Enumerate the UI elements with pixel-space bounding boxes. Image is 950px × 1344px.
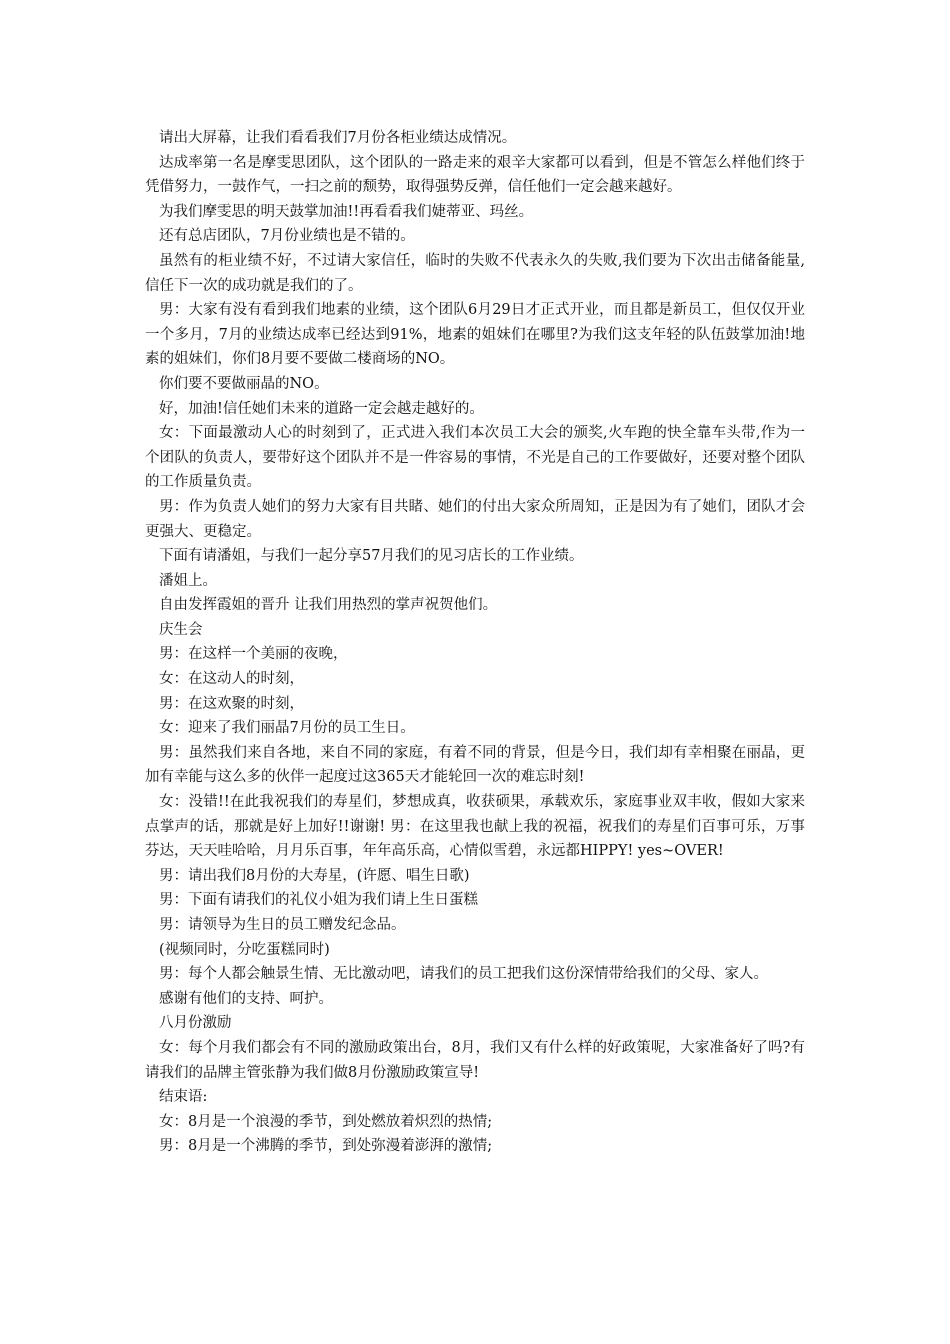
paragraph: 女：在这动人的时刻， bbox=[159, 671, 304, 688]
paragraph: 自由发挥霞姐的晋升 让我们用热烈的掌声祝贺他们。 bbox=[159, 597, 498, 614]
paragraph: 男：虽然我们来自各地，来自不同的家庭，有着不同的背景，但是今日，我们却有幸相聚在丽晶，更加有幸能与这么多的伙伴一起度过这365天才能轮回一次的难忘时刻! bbox=[145, 744, 805, 786]
paragraph: 女：迎来了我们丽晶7月份的员工生日。 bbox=[159, 720, 415, 737]
paragraph: 女：下面最激动人心的时刻到了，正式进入我们本次员工大会的颁奖,火车跑的快全靠车头带,作为一个团队的负责人，要带好这个团队并不是一件容易的事情，不光是自己的工作要做好，还要对整个团队的工作质量负责。 bbox=[145, 425, 805, 491]
paragraph: 女：没错!!在此我祝我们的寿星们，梦想成真，收获硕果，承载欢乐，家庭事业双丰收，假如大家来点掌声的话，那就是好上加好!!谢谢! 男：在这里我也献上我的祝福，祝我们的寿星们百事可乐，万事芬达，天天哇哈哈，月月乐百事，年年高乐高，心情似雪碧，永远都HIPPY! yes~OVER! bbox=[145, 794, 805, 860]
paragraph: 男：下面有请我们的礼仪小姐为我们请上生日蛋糕 bbox=[159, 892, 478, 909]
paragraph: 为我们摩雯思的明天鼓掌加油!!再看看我们婕蒂亚、玛丝。 bbox=[159, 203, 534, 220]
paragraph: (视频同时，分吃蛋糕同时) bbox=[159, 941, 330, 958]
paragraph: 男：每个人都会触景生情、无比激动吧，请我们的员工把我们这份深情带给我们的父母、家人。 bbox=[159, 966, 768, 983]
paragraph: 男：在这欢聚的时刻， bbox=[159, 695, 304, 712]
paragraph: 男：作为负责人她们的努力大家有目共睹、她们的付出大家众所周知，正是因为有了她们，团队才会更强大、更稳定。 bbox=[145, 498, 805, 540]
paragraph: 男：大家有没有看到我们地素的业绩，这个团队6月29日才正式开业，而且都是新员工，但仅仅开业一个多月，7月的业绩达成率已经达到91%，地素的姐妹们在哪里?为我们这支年轻的队伍鼓掌加油!地素的姐妹们，你们8月要不要做二楼商场的NO。 bbox=[145, 302, 805, 368]
paragraph: 好，加油!信任她们未来的道路一定会越走越好的。 bbox=[159, 400, 484, 417]
paragraph: 你们要不要做丽晶的NO。 bbox=[159, 375, 329, 392]
paragraph: 虽然有的柜业绩不好，不过请大家信任，临时的失败不代表永久的失败,我们要为下次出击储备能量,信任下一次的成功就是我们的了。 bbox=[145, 252, 805, 294]
section-heading: 庆生会 bbox=[159, 621, 203, 638]
section-heading: 结束语: bbox=[159, 1089, 208, 1106]
paragraph: 下面有请潘姐，与我们一起分享57月我们的见习店长的工作业绩。 bbox=[159, 548, 584, 565]
paragraph: 达成率第一名是摩雯思团队，这个团队的一路走来的艰辛大家都可以看到，但是不管怎么样他们终于凭借努力，一鼓作气，一扫之前的颓势，取得强势反弹，信任他们一定会越来越好。 bbox=[145, 154, 805, 196]
section-heading: 八月份激励 bbox=[159, 1015, 232, 1032]
paragraph: 女：8月是一个浪漫的季节，到处燃放着炽烈的热情; bbox=[159, 1113, 493, 1130]
paragraph: 男：请领导为生日的员工赠发纪念品。 bbox=[159, 917, 406, 933]
paragraph: 请出大屏幕，让我们看看我们7月份各柜业绩达成情况。 bbox=[159, 130, 517, 146]
paragraph: 还有总店团队，7月份业绩也是不错的。 bbox=[159, 228, 415, 245]
paragraph: 感谢有他们的支持、呵护。 bbox=[159, 990, 333, 1007]
document-body bbox=[145, 126, 805, 1159]
paragraph: 男：8月是一个沸腾的季节，到处弥漫着澎湃的激情; bbox=[159, 1138, 493, 1155]
paragraph: 男：请出我们8月份的大寿星，(许愿、唱生日歌) bbox=[159, 867, 470, 884]
paragraph: 男：在这样一个美丽的夜晚， bbox=[159, 646, 348, 663]
paragraph: 潘姐上。 bbox=[159, 572, 217, 589]
paragraph: 女：每个月我们都会有不同的激励政策出台，8月，我们又有什么样的好政策呢，大家准备好了吗?有请我们的品牌主管张静为我们做8月份激励政策宣导! bbox=[145, 1039, 805, 1081]
